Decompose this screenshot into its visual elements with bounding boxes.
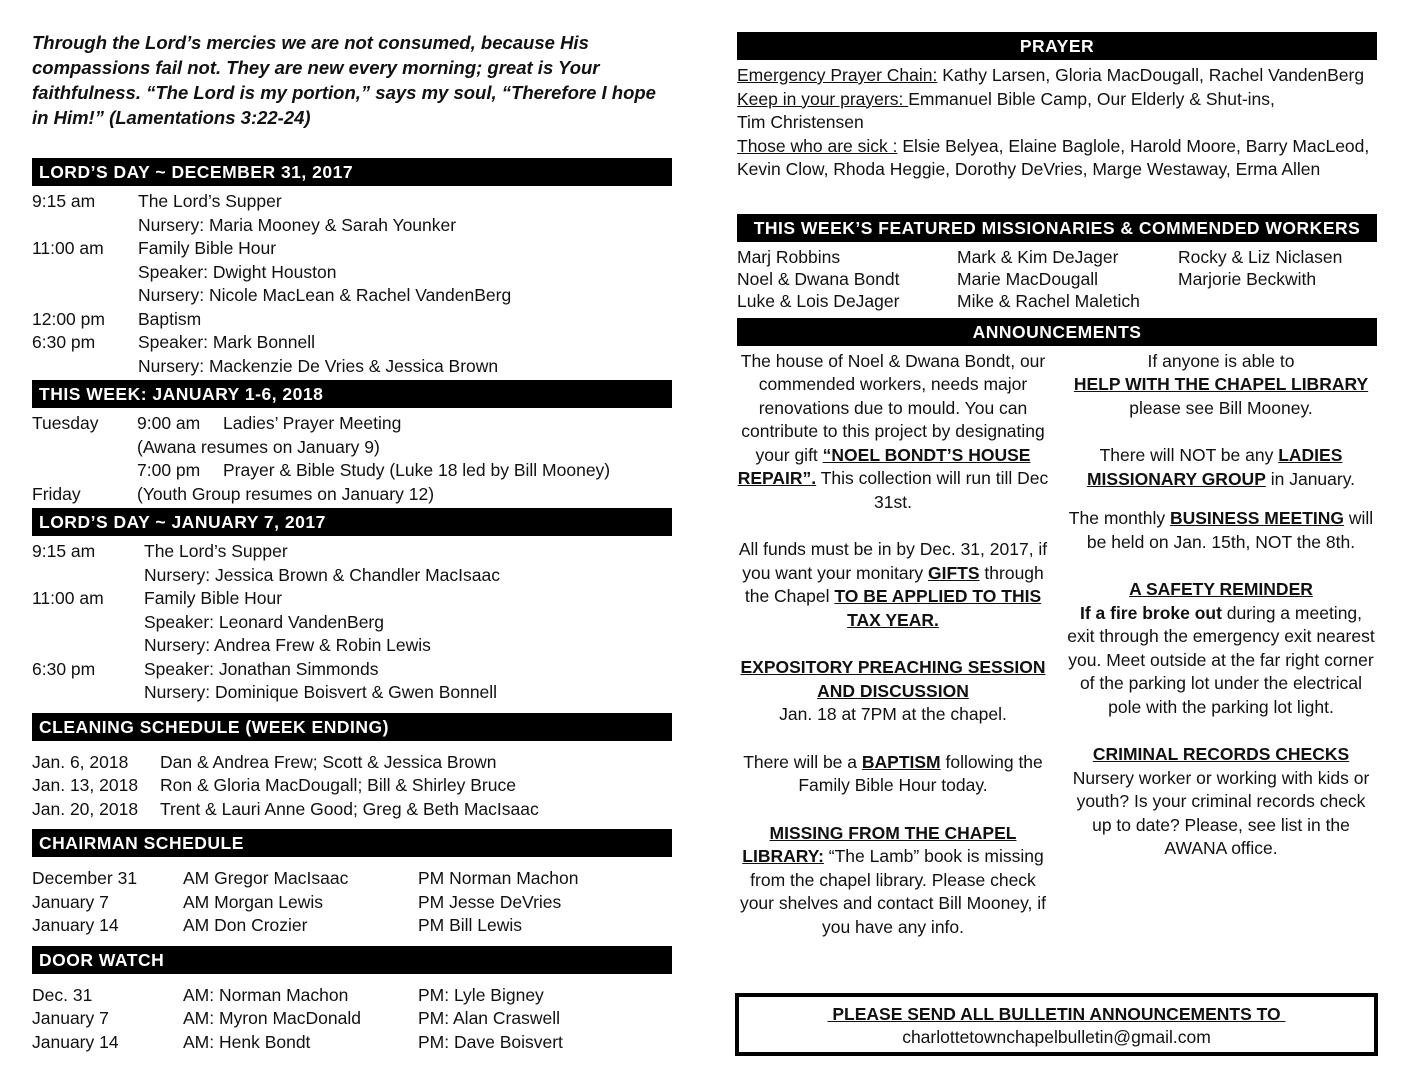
schedule-row [32, 891, 672, 915]
day: Tuesday [32, 413, 99, 433]
time: 11:00 am [32, 238, 104, 258]
schedule-row [32, 798, 672, 822]
event: Family Bible Hour [144, 588, 283, 608]
sick-names: Elsie Belyea, Elaine Baglole, Harold Moore, Barry MacLeod, [897, 135, 1370, 156]
library-announcement: If anyone is able to HELP WITH THE CHAPEL LIBRARY please see Bill Mooney. [1073, 350, 1369, 418]
keep-in-prayers [737, 88, 1377, 112]
prayer-header: PRAYER [737, 32, 1377, 60]
am-door: AM: Myron MacDonald [183, 1008, 361, 1028]
schedule-row [32, 587, 672, 611]
footer-title: PLEASE SEND ALL BULLETIN ANNOUNCEMENTS TO [827, 1004, 1286, 1024]
this-week-schedule [32, 412, 672, 506]
pm-chairman: PM Norman Machon [418, 868, 579, 888]
event: Speaker: Jonathan Simmonds [144, 658, 379, 679]
schedule-row [32, 634, 672, 658]
business-meeting-announcement: The monthly BUSINESS MEETING will be held on Jan. 15th, NOT the 8th. [1068, 508, 1374, 552]
time [32, 681, 144, 705]
time: 9:15 am [32, 541, 96, 561]
schedule-row [32, 1031, 672, 1055]
date: Jan. 6, 2018 [32, 751, 129, 772]
footer-email[interactable]: charlottetownchapelbulletin@gmail.com [902, 1027, 1211, 1047]
time: 7:00 pm [137, 460, 201, 480]
emergency-names: Kathy Larsen, Gloria MacDougall, Rachel VandenBerg [937, 65, 1365, 85]
lords-day-2-schedule [32, 540, 672, 705]
event: Ladies’ Prayer Meeting [223, 413, 402, 433]
schedule-row [32, 483, 672, 507]
sick-list-cont: Kevin Clow, Rhoda Heggie, Dorothy DeVries, Marge Westaway, Erma Allen [737, 159, 1321, 179]
event: Nursery: Andrea Frew & Robin Lewis [144, 635, 431, 655]
time [32, 564, 144, 588]
cleaning-schedule [32, 751, 672, 822]
time [32, 611, 144, 635]
pm-door: PM: Lyle Bigney [418, 984, 544, 1005]
am-door: AM: Henk Bondt [183, 1031, 311, 1052]
names: Dan & Andrea Frew; Scott & Jessica Brown [160, 751, 497, 772]
time: 9:15 am [32, 191, 96, 211]
lords-day-1-schedule [32, 190, 672, 378]
date: Jan. 13, 2018 [32, 775, 139, 795]
schedule-row [32, 436, 672, 460]
time: 9:00 am [137, 413, 201, 433]
event: Nursery: Nicole MacLean & Rachel VandenBerg [138, 285, 512, 305]
chairman-schedule [32, 867, 672, 938]
left-column [32, 30, 672, 1056]
time: 6:30 pm [32, 332, 96, 352]
this-week-header: THIS WEEK: JANUARY 1-6, 2018 [32, 380, 672, 408]
event: Speaker: Leonard VandenBerg [144, 611, 384, 632]
time: 11:00 am [32, 588, 104, 608]
missionaries-list [737, 246, 1377, 312]
pm-chairman: PM Jesse DeVries [418, 891, 562, 912]
missionary-name: Mark & Kim DeJager [957, 246, 1119, 267]
announcements-left [737, 350, 1049, 964]
event: Nursery: Dominique Boisvert & Gwen Bonnell [144, 682, 498, 702]
time [32, 355, 138, 379]
scripture-verse: Through the Lord’s mercies we are not consumed, because His compassions fail not. They are new every morning; great is Your faithfulness. “The Lord is my portion,” says my soul, “Therefore I hope in Him!” (Lamentations 3:22-24) [32, 32, 656, 128]
missionary-name: Marj Robbins [737, 246, 841, 267]
keep-names: Emmanuel Bible Camp, Our Elderly & Shut-ins, [908, 88, 1275, 109]
date: January 7 [32, 891, 109, 912]
schedule-row [32, 1007, 672, 1031]
keep-label: Keep in your prayers: [737, 88, 909, 109]
schedule-row [32, 237, 672, 261]
schedule-row [32, 751, 672, 775]
missing-book-announcement: MISSING FROM THE CHAPEL LIBRARY: “The Lamb” book is missing from the chapel library. Please check your shelves and contact Bill Mooney, if you have any info. [739, 822, 1047, 937]
date: Jan. 20, 2018 [32, 798, 139, 819]
time [32, 214, 138, 238]
pm-door: PM: Dave Boisvert [418, 1031, 563, 1052]
date: Dec. 31 [32, 984, 93, 1005]
criminal-records-announcement: CRIMINAL RECORDS CHECKS Nursery worker or working with kids or youth? Is your criminal records check up to date? Please, see list in the AWANA office. [1072, 744, 1370, 858]
schedule-row [32, 459, 672, 483]
day [32, 459, 137, 483]
door-watch-header: DOOR WATCH [32, 946, 672, 974]
house-repair-announcement: The house of Noel & Dwana Bondt, our commended workers, needs major renovations due to mould. You can contribute to this project by designating your gift “NOEL BONDT’S HOUSE REPAIR”. This collection will run till Dec 31st. [737, 350, 1049, 512]
schedule-row [32, 331, 672, 355]
schedule-row [32, 261, 672, 285]
date: January 7 [32, 1008, 109, 1028]
time [32, 634, 144, 658]
schedule-row [32, 412, 672, 436]
pm-door: PM: Alan Craswell [418, 1008, 560, 1028]
safety-announcement: A SAFETY REMINDER If a fire broke out during a meeting, exit through the emergency exit nearest you. Meet outside at the far right corner of the parking lot under the electrical pole with the parking lot light. [1067, 579, 1375, 717]
event: (Youth Group resumes on January 12) [137, 483, 435, 504]
missionary-name: Marie MacDougall [957, 268, 1099, 289]
prayer-section [737, 64, 1377, 182]
event: Prayer & Bible Study (Luke 18 led by Bill Mooney) [223, 460, 611, 480]
announcements-header: ANNOUNCEMENTS [737, 318, 1377, 346]
event: (Awana resumes on January 9) [137, 436, 380, 457]
event: The Lord’s Supper [138, 191, 282, 211]
event: Speaker: Dwight Houston [138, 261, 337, 282]
footer-announcement-box [735, 993, 1378, 1056]
schedule-row [32, 867, 672, 891]
announcements-right [1065, 350, 1377, 964]
schedule-row [32, 355, 672, 379]
chairman-header: CHAIRMAN SCHEDULE [32, 829, 672, 857]
schedule-row [32, 540, 672, 564]
date: January 14 [32, 915, 119, 935]
schedule-row [32, 681, 672, 705]
time [32, 261, 138, 285]
event: Speaker: Mark Bonnell [138, 332, 316, 352]
day [32, 436, 137, 460]
lords-day-2-header: LORD’S DAY ~ JANUARY 7, 2017 [32, 508, 672, 536]
time [32, 284, 138, 308]
schedule-row [32, 658, 672, 682]
am-door: AM: Norman Machon [183, 984, 349, 1005]
time: 12:00 pm [32, 308, 105, 329]
date: January 14 [32, 1031, 119, 1052]
event: Family Bible Hour [138, 238, 277, 258]
funds-announcement: All funds must be in by Dec. 31, 2017, if you want your monitary GIFTS through the Chapel TO BE APPLIED TO THIS TAX YEAR. [738, 539, 1048, 630]
pm-chairman: PM Bill Lewis [418, 915, 523, 935]
expository-announcement: EXPOSITORY PREACHING SESSION AND DISCUSSION Jan. 18 at 7PM at the chapel. [740, 657, 1046, 724]
baptism-announcement: There will be a BAPTISM following the Family Bible Hour today. [743, 751, 1043, 795]
schedule-row [32, 564, 672, 588]
schedule-row [32, 914, 672, 938]
missionary-name: Marjorie Beckwith [1178, 268, 1317, 289]
ladies-announcement: There will NOT be any LADIES MISSIONARY GROUP in January. [1086, 445, 1356, 489]
time: 6:30 pm [32, 658, 96, 679]
day: Friday [32, 483, 81, 504]
schedule-row [32, 190, 672, 214]
am-chairman: AM Morgan Lewis [183, 891, 324, 912]
missionaries-header: THIS WEEK’S FEATURED MISSIONARIES & COMMENDED WORKERS [737, 214, 1377, 242]
sick-label: Those who are sick : [737, 135, 898, 156]
right-column [737, 32, 1377, 963]
announcements-body [737, 350, 1377, 964]
keep-in-prayers-cont: Tim Christensen [737, 112, 864, 132]
am-chairman: AM Gregor MacIsaac [183, 868, 349, 888]
missionary-name [1178, 290, 1377, 312]
event: The Lord’s Supper [144, 541, 288, 561]
door-watch-schedule [32, 984, 672, 1055]
event: Nursery: Jessica Brown & Chandler MacIsaac [144, 564, 500, 585]
event: Nursery: Maria Mooney & Sarah Younker [138, 214, 457, 235]
names: Ron & Gloria MacDougall; Bill & Shirley Bruce [160, 775, 516, 795]
schedule-row [32, 214, 672, 238]
names: Trent & Lauri Anne Good; Greg & Beth MacIsaac [160, 798, 539, 819]
event: Baptism [138, 308, 202, 329]
sick-list [737, 135, 1377, 159]
missionary-name: Noel & Dwana Bondt [737, 268, 900, 289]
emergency-prayer-chain [737, 64, 1377, 88]
event: Nursery: Mackenzie De Vries & Jessica Brown [138, 355, 499, 376]
schedule-row [32, 284, 672, 308]
schedule-row [32, 984, 672, 1008]
missionary-name: Luke & Lois DeJager [737, 290, 900, 311]
schedule-row [32, 774, 672, 798]
lords-day-1-header: LORD’S DAY ~ DECEMBER 31, 2017 [32, 158, 672, 186]
missionary-name: Mike & Rachel Maletich [957, 290, 1140, 311]
emergency-label: Emergency Prayer Chain: [737, 65, 938, 85]
cleaning-header: CLEANING SCHEDULE (WEEK ENDING) [32, 713, 672, 741]
am-chairman: AM Don Crozier [183, 915, 308, 935]
schedule-row [32, 308, 672, 332]
missionary-name: Rocky & Liz Niclasen [1178, 246, 1343, 267]
schedule-row [32, 611, 672, 635]
date: December 31 [32, 868, 138, 888]
